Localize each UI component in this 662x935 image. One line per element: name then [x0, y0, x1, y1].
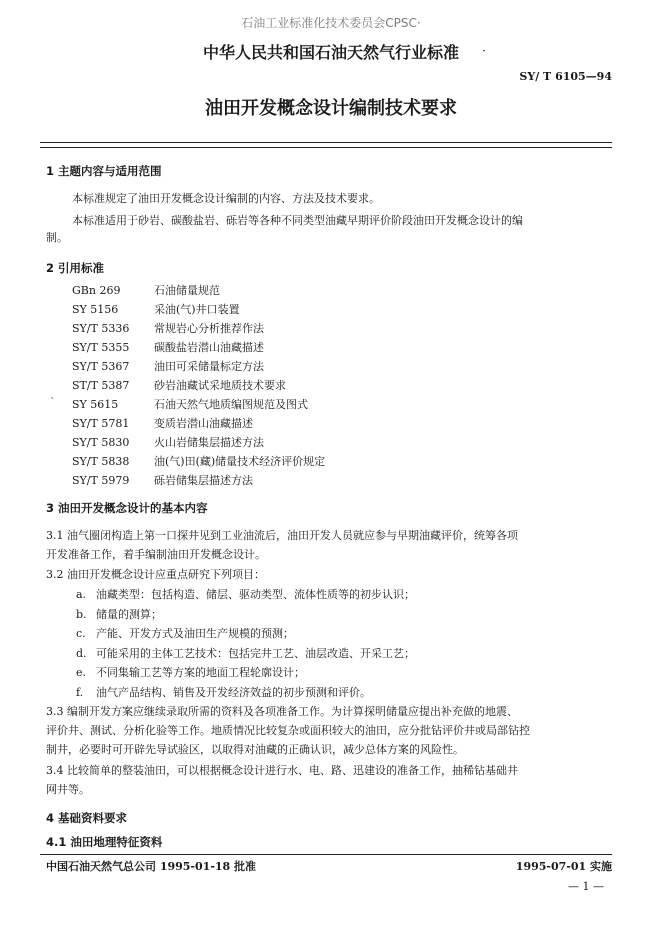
- list-item: [76, 664, 415, 684]
- section-1-heading: 1 主题内容与适用范围: [46, 164, 162, 178]
- clause-3-1-line-1: 3.1 油气圈闭构造上第一口探井见到工业油流后，油田开发人员就应参与早期油藏评价，统筹各项: [46, 529, 518, 542]
- item-marker: f.: [76, 685, 84, 699]
- item-list: [76, 586, 415, 704]
- reference-item: [72, 472, 325, 491]
- approval-line: 中国石油天然气总公司 1995-01-18 批准: [46, 860, 257, 873]
- reference-title: 石油天然气地质编图规范及图式: [154, 398, 308, 411]
- reference-title: 采油(气)井口装置: [154, 303, 240, 316]
- reference-title: 砂岩油藏试采地质技术要求: [154, 379, 286, 392]
- section-1-paragraph-2-cont: 制。: [46, 231, 68, 244]
- reference-item: [72, 339, 325, 358]
- reference-code: SY/T 5336: [72, 322, 130, 335]
- footer-rule: [40, 854, 612, 855]
- standard-number: SY/ T 6105—94: [519, 70, 612, 83]
- reference-code: SY/T 5781: [72, 417, 130, 430]
- reference-code: SY/T 5355: [72, 341, 130, 354]
- reference-title: 石油储量规范: [154, 284, 220, 297]
- reference-code: SY 5156: [72, 303, 119, 316]
- item-marker: e.: [76, 666, 87, 680]
- section-4-heading: 4 基础资料要求: [46, 811, 128, 825]
- list-item: [76, 606, 415, 626]
- reference-title: 砾岩储集层描述方法: [154, 474, 253, 487]
- reference-title: 变质岩潜山油藏描述: [154, 417, 253, 430]
- reference-item: [72, 301, 325, 320]
- reference-code: SY/T 5367: [72, 360, 130, 373]
- watermark-header: 石油工业标准化技术委员会CPSC·: [241, 16, 421, 30]
- reference-code: SY/T 5830: [72, 436, 130, 449]
- item-marker: d.: [76, 646, 87, 660]
- item-text: 不同集输工艺等方案的地面工程轮廓设计；: [96, 666, 305, 680]
- item-text: 油气产品结构、销售及开发经济效益的初步预测和评价。: [96, 685, 371, 699]
- reference-title: 油(气)田(藏)储量技术经济评价规定: [154, 455, 326, 468]
- reference-item: [72, 282, 325, 301]
- reference-item: [72, 415, 325, 434]
- reference-title: 碳酸盐岩潜山油藏描述: [154, 341, 264, 354]
- clause-3-1-line-2: 开发准备工作，着手编制油田开发概念设计。: [46, 548, 266, 561]
- header-rule-bottom: [40, 147, 612, 148]
- stray-dot: ·: [482, 44, 486, 58]
- list-item: [76, 625, 415, 645]
- clause-3-3-line-2: 评价井、测试、分析化验等工作。地质情况比较复杂或面积较大的油田，应分批钻评价井或局部钻控: [46, 724, 530, 737]
- reference-item: [72, 320, 325, 339]
- section-1-paragraph-1: 本标准规定了油田开发概念设计编制的内容、方法及技术要求。: [72, 192, 380, 205]
- document-title: 油田开发概念设计编制技术要求: [205, 98, 457, 119]
- stray-mark: `: [50, 396, 56, 409]
- clause-3-3-line-1: 3.3 编制开发方案应继续录取所需的资料及各项准备工作。为计算探明储量应提出补充做的地震、: [46, 705, 518, 718]
- reference-item: [72, 434, 325, 453]
- reference-code: SY/T 5838: [72, 455, 130, 468]
- reference-item: [72, 358, 325, 377]
- reference-title: 火山岩储集层描述方法: [154, 436, 264, 449]
- list-item: [76, 586, 415, 606]
- item-marker: b.: [76, 607, 87, 621]
- reference-item: [72, 396, 325, 415]
- header-rule-top: [40, 142, 612, 143]
- clause-3-2: 3.2 油田开发概念设计应重点研究下列项目：: [46, 568, 265, 581]
- item-text: 储量的测算；: [96, 607, 162, 621]
- clause-4-1-heading: 4.1 油田地理特征资料: [46, 835, 163, 849]
- section-2-heading: 2 引用标准: [46, 261, 105, 275]
- reference-item: [72, 377, 325, 396]
- page-number: — 1 —: [568, 880, 604, 893]
- list-item: [76, 645, 415, 665]
- item-marker: a.: [76, 588, 87, 601]
- item-text: 可能采用的主体工艺技术：包括完井工艺、油层改造、开采工艺；: [96, 646, 415, 660]
- clause-3-3-line-3: 制井，必要时可开辟先导试验区，以取得对油藏的正确认识，减少总体方案的风险性。: [46, 743, 464, 756]
- reference-code: SY 5615: [72, 398, 119, 411]
- clause-3-4-line-1: 3.4 比较简单的整装油田，可以根据概念设计进行水、电、路、迅建设的准备工作，抽稀钻基础井: [46, 764, 518, 777]
- clause-3-4-line-2: 网井等。: [46, 783, 90, 796]
- implementation-date: 1995-07-01 实施: [515, 860, 612, 873]
- section-3-heading: 3 油田开发概念设计的基本内容: [46, 501, 208, 515]
- reference-code: GBn 269: [72, 284, 121, 297]
- item-marker: c.: [76, 627, 86, 641]
- reference-list: [72, 282, 325, 491]
- reference-title: 油田可采储量标定方法: [154, 360, 264, 373]
- reference-code: SY/T 5979: [72, 474, 130, 487]
- reference-title: 常规岩心分析推荐作法: [154, 322, 264, 335]
- section-1-paragraph-2: 本标准适用于砂岩、碳酸盐岩、砾岩等各种不同类型油藏早期评价阶段油田开发概念设计的编: [72, 214, 523, 227]
- item-text: 油藏类型：包括构造、储层、驱动类型、流体性质等的初步认识；: [96, 588, 415, 601]
- item-text: 产能、开发方式及油田生产规模的预测；: [96, 627, 294, 641]
- list-item: [76, 684, 415, 704]
- org-title: 中华人民共和国石油天然气行业标准: [202, 43, 459, 62]
- reference-item: [72, 453, 325, 472]
- reference-code: ST/T 5387: [72, 379, 130, 392]
